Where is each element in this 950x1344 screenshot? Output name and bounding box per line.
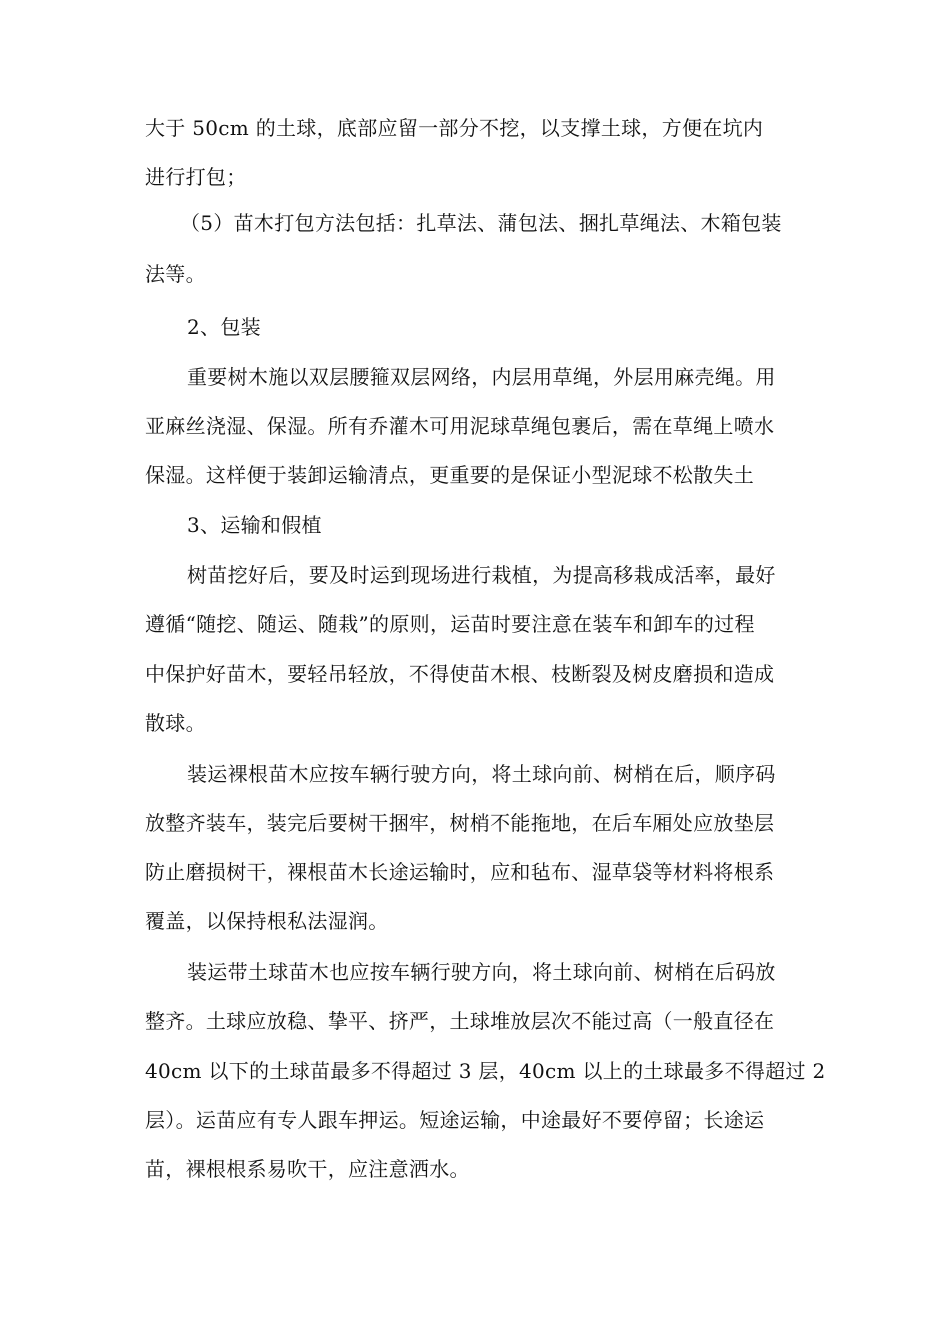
text-line: 亚麻丝浇湿、保湿。所有乔灌木可用泥球草绳包裹后，需在草绳上喷水 [145,414,775,438]
text-line: 40cm 以下的土球苗最多不得超过 3 层，40cm 以上的土球最多不得超过 2 [145,1059,826,1083]
text-line: 层）。运苗应有专人跟车押运。短途运输，中途最好不要停留；长途运 [145,1108,765,1132]
text-line: 装运带土球苗木也应按车辆行驶方向，将土球向前、树梢在后码放 [187,960,776,984]
text-line: 大于 50cm 的土球，底部应留一部分不挖，以支撑土球，方便在坑内 [145,116,764,140]
text-line: （5）苗木打包方法包括：扎草法、蒲包法、捆扎草绳法、木箱包装 [180,211,782,235]
text-line: 法等。 [145,262,206,286]
text-line: 放整齐装车，装完后要树干捆牢，树梢不能拖地，在后车厢处应放垫层 [145,811,775,835]
text-line: 重要树木施以双层腰箍双层网络，内层用草绳，外层用麻壳绳。用 [187,365,776,389]
text-line: 保湿。这样便于装卸运输清点，更重要的是保证小型泥球不松散失土 [145,463,754,487]
text-line: 整齐。土球应放稳、挚平、挤严，土球堆放层次不能过高（一般直径在 [145,1009,775,1033]
text-line: 苗，裸根根系易吹干，应注意洒水。 [145,1157,470,1181]
text-line: 散球。 [145,711,206,735]
text-line: 遵循“随挖、随运、随栽”的原则，运苗时要注意在装车和卸车的过程 [145,612,755,636]
text-line: 树苗挖好后，要及时运到现场进行栽植，为提高移栽成活率，最好 [187,563,776,587]
text-line: 覆盖，以保持根私法湿润。 [145,909,389,933]
text-line: 中保护好苗木，要轻吊轻放，不得使苗木根、枝断裂及树皮磨损和造成 [145,662,775,686]
text-line: 防止磨损树干，裸根苗木长途运输时，应和毡布、湿草袋等材料将根系 [145,860,775,884]
text-line: 进行打包； [145,165,247,189]
text-line: 装运裸根苗木应按车辆行驶方向，将土球向前、树梢在后，顺序码 [187,762,776,786]
section-heading: 2、包装 [187,315,261,339]
section-heading: 3、运输和假植 [187,513,322,537]
